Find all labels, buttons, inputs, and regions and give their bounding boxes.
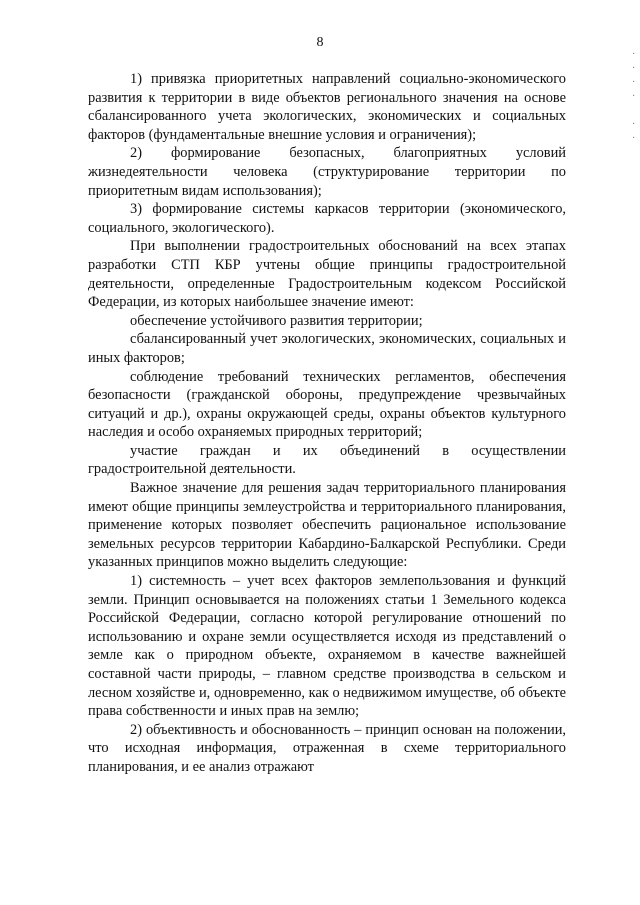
paragraph-goal-2: 2) формирование безопасных, благоприятных условий жизнедеятельности человека (структурирование территории по приоритетным видам использования); xyxy=(88,145,566,199)
paragraph-principle-participation: участие граждан и их объединений в осуществлении градостроительной деятельности. xyxy=(88,442,566,478)
paragraph-principle-regulations: соблюдение требований технических регламентов, обеспечения безопасности (гражданской обороны, предупреждение чрезвычайных ситуаций и др.), охраны окружающей среды, охраны объектов культурного наследия и особо охраняемых природных территорий; xyxy=(88,368,566,441)
paragraph-principles-intro: При выполнении градостроительных обоснований на всех этапах разработки СТП КБР учтены общие принципы градостроительной деятельности, определенные Градостроительным кодексом Российской Федерации, из которых наибольшее значение имеют: xyxy=(88,238,566,311)
page-number: 8 xyxy=(316,35,324,50)
paragraph-systematicity: 1) системность – учет всех факторов землепользования и функций земли. Принцип основывается на положениях статьи 1 Земельного кодекса Российской Федерации, согласно которой регулирование отношений по использованию и охране земли осуществляется исходя из представлений о земле как о природном объекте, охраняемом в качестве важнейшей составной части природы, – главном средстве производства в сельском и лесном хозяйстве и, одновременно, как о недвижимом имуществе, об объекте права собственности и иных прав на землю; xyxy=(88,573,566,720)
body-text xyxy=(88,70,566,777)
paragraph-principle-balance: сбалансированный учет экологических, экономических, социальных и иных факторов; xyxy=(88,331,566,366)
paragraph-goal-3: 3) формирование системы каркасов территории (экономического, социального, экологического). xyxy=(88,201,566,236)
scan-edge-marks: · · · · · · xyxy=(632,49,636,144)
paragraph-objectivity: 2) объективность и обоснованность – принцип основан на положении, что исходная информация, отраженная в схеме территориального планирования, и ее анализ отражают xyxy=(88,721,566,775)
paragraph-principle-sustainability: обеспечение устойчивого развития территории; xyxy=(130,312,423,329)
paragraph-goal-1: 1) привязка приоритетных направлений социально-экономического развития к территории в виде объектов регионального значения на основе сбалансированного учета экологических, экономических и социальных факторов (фундаментальные внешние условия и ограничения); xyxy=(88,71,566,143)
paragraph-land-principles-intro: Важное значение для решения задач территориального планирования имеют общие принципы землеустройства и территориального планирования, применение которых позволяет обеспечить рациональное использование земельных ресурсов территории Кабардино-Балкарской Республики. Среди указанных принципов можно выделить следующие: xyxy=(88,480,566,571)
